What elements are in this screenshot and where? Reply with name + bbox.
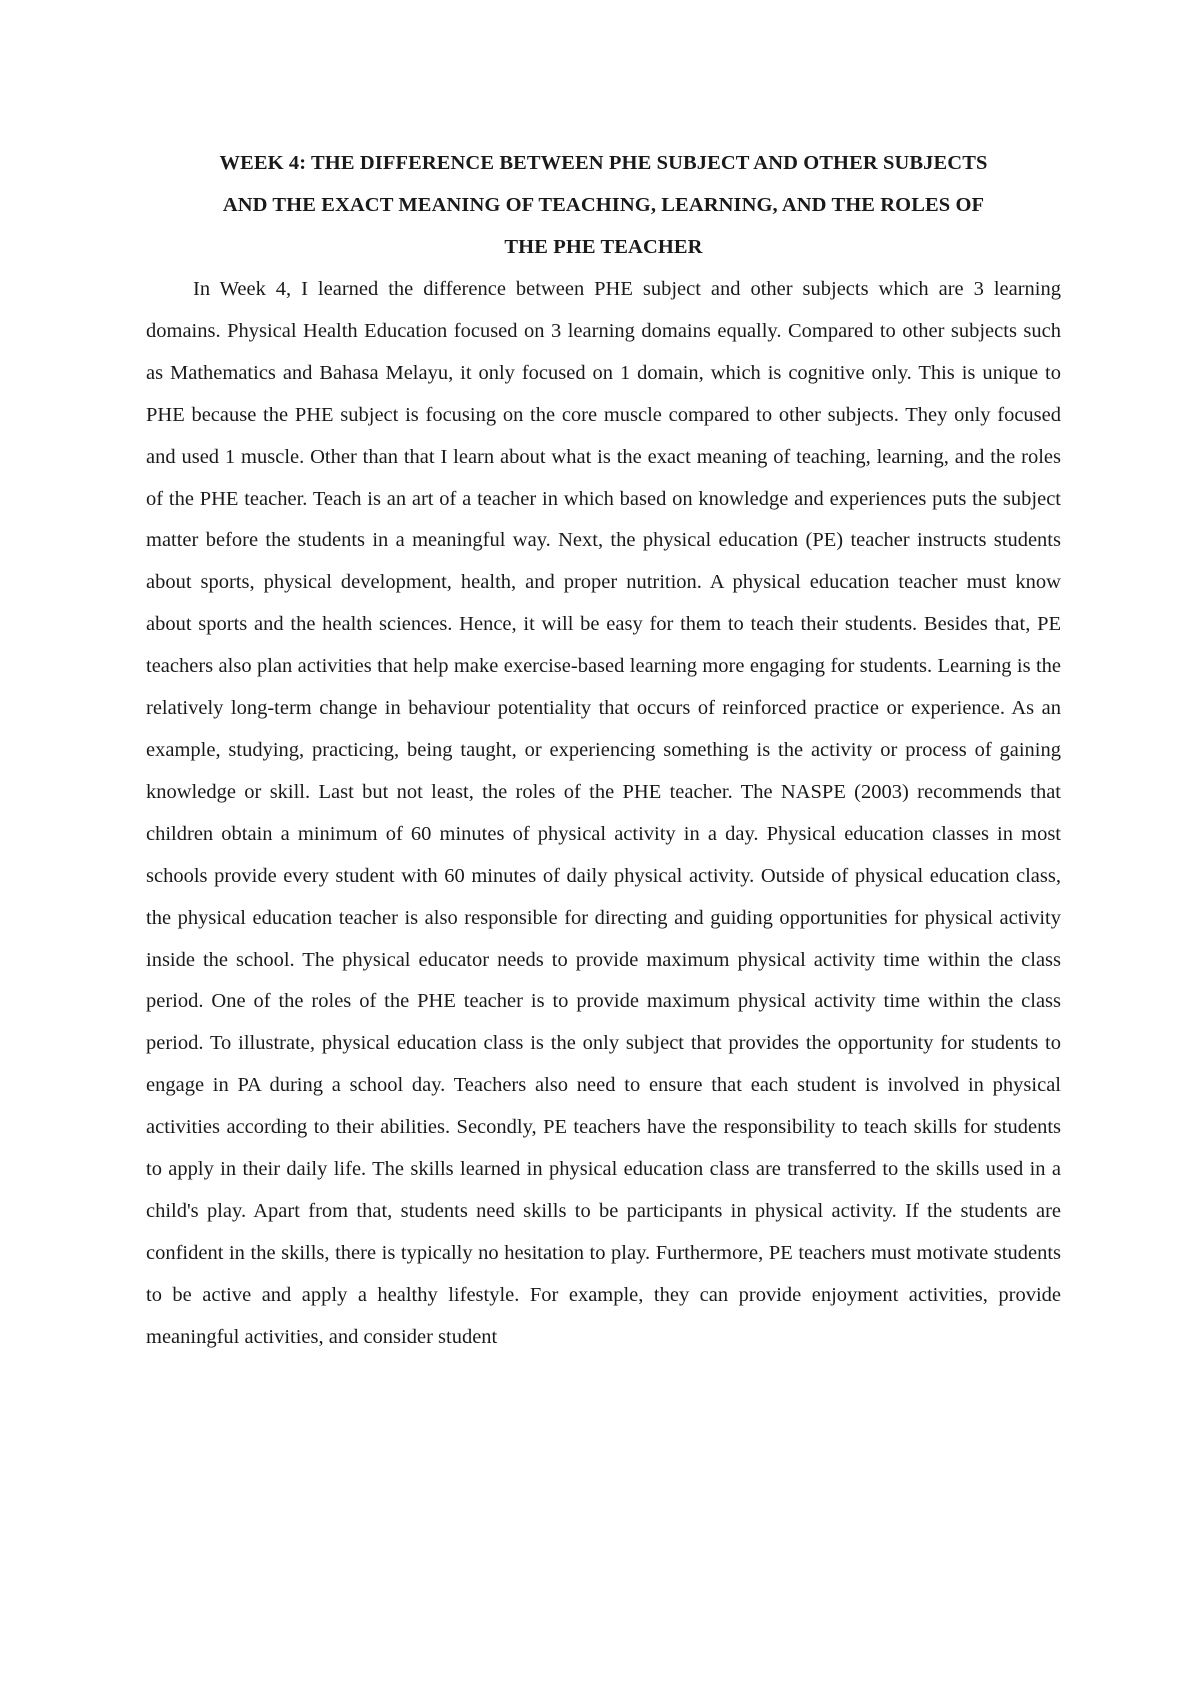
title-line-1: WEEK 4: THE DIFFERENCE BETWEEN PHE SUBJECT AND OTHER SUBJECTS: [219, 152, 988, 174]
title-line-2: AND THE EXACT MEANING OF TEACHING, LEARNING, AND THE ROLES OF: [222, 194, 985, 216]
document-title: [146, 142, 1061, 268]
page-content: [146, 142, 1061, 1359]
body-paragraph: In Week 4, I learned the difference between PHE subject and other subjects which are 3 learning domains. Physical Health Education focused on 3 learning domains equally. Compared to other subjects such as Mathematics and Bahasa Melayu, it only focused on 1 domain, which is cognitive only. This is unique to PHE because the PHE subject is focusing on the core muscle compared to other subjects. They only focused and used 1 muscle. Other than that I learn about what is the exact meaning of teaching, learning, and the roles of the PHE teacher. Teach is an art of a teacher in which based on knowledge and experiences puts the subject matter before the students in a meaningful way. Next, the physical education (PE) teacher instructs students about sports, physical development, health, and proper nutrition. A physical education teacher must know about sports and the health sciences. Hence, it will be easy for them to teach their students. Besides that, PE teachers also plan activities that help make exercise-based learning more engaging for students. Learning is the relatively long-term change in behaviour potentiality that occurs of reinforced practice or experience. As an example, studying, practicing, being taught, or experiencing something is the activity or process of gaining knowledge or skill. Last but not least, the roles of the PHE teacher. The NASPE (2003) recommends that children obtain a minimum of 60 minutes of physical activity in a day. Physical education classes in most schools provide every student with 60 minutes of daily physical activity. Outside of physical education class, the physical education teacher is also responsible for directing and guiding opportunities for physical activity inside the school. The physical educator needs to provide maximum physical activity time within the class period. One of the roles of the PHE teacher is to provide maximum physical activity time within the class period. To illustrate, physical education class is the only subject that provides the opportunity for students to engage in PA during a school day. Teachers also need to ensure that each student is involved in physical activities according to their abilities. Secondly, PE teachers have the responsibility to teach skills for students to apply in their daily life. The skills learned in physical education class are transferred to the skills used in a child's play. Apart from that, students need skills to be participants in physical activity. If the students are confident in the skills, there is typically no hesitation to play. Furthermore, PE teachers must motivate students to be active and apply a healthy lifestyle. For example, they can provide enjoyment activities, provide meaningful activities, and consider student: [146, 278, 1061, 1348]
title-line-3: THE PHE TEACHER: [504, 236, 703, 258]
